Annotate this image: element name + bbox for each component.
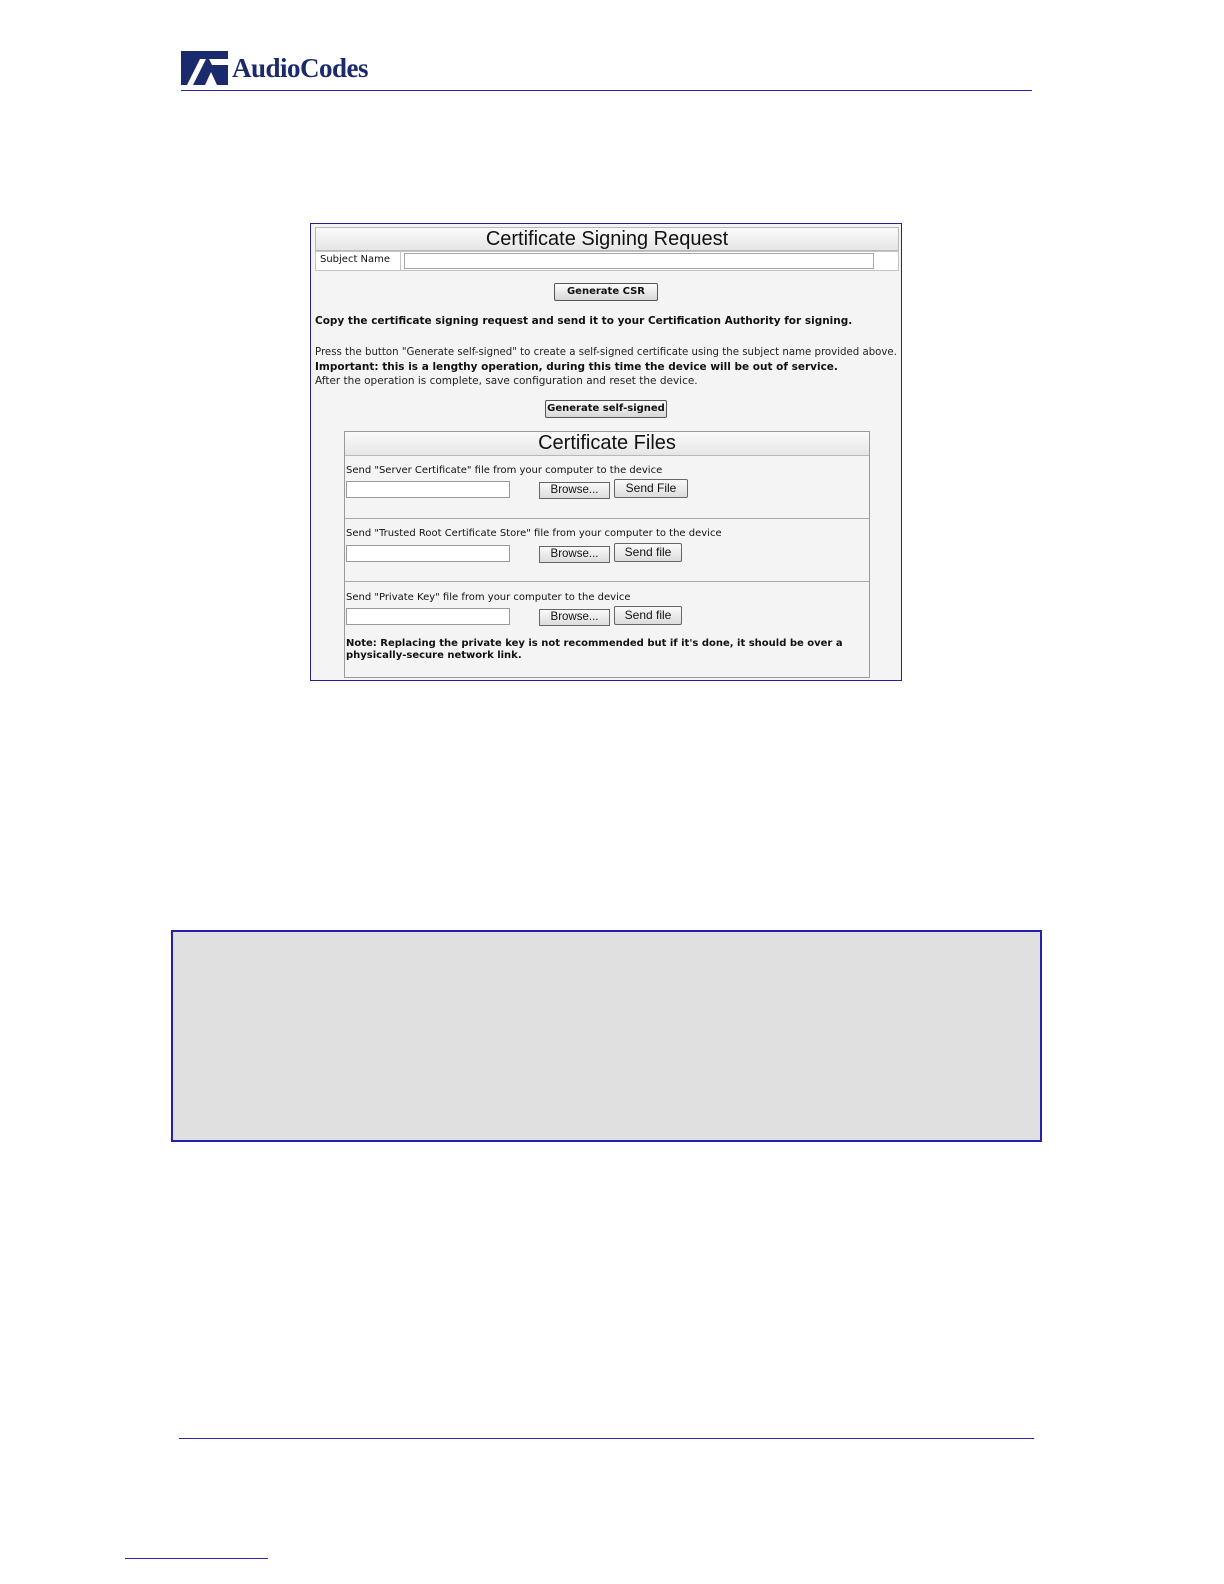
- note-box: [171, 930, 1042, 1142]
- certificate-files-panel: [344, 431, 870, 678]
- logo-text: AudioCodes: [232, 52, 369, 83]
- subject-name-label: Subject Name: [320, 254, 391, 265]
- subject-name-input[interactable]: [404, 253, 874, 269]
- csr-title: Certificate Signing Request: [315, 227, 899, 251]
- subject-name-row: [315, 251, 899, 271]
- certificate-screenshot: [310, 223, 902, 681]
- trusted-root-label: Send "Trusted Root Certificate Store" file from your computer to the device: [346, 528, 722, 539]
- server-certificate-browse-button[interactable]: Browse...: [539, 482, 610, 499]
- generate-csr-button[interactable]: Generate CSR: [554, 283, 658, 301]
- audiocodes-logo: [181, 50, 368, 86]
- after-operation-text: After the operation is complete, save configuration and reset the device.: [315, 375, 698, 387]
- generate-self-signed-button[interactable]: Generate self-signed: [545, 400, 667, 418]
- trusted-root-file-input[interactable]: [346, 545, 510, 562]
- audiocodes-logo-icon: [181, 51, 228, 85]
- private-key-note: Note: Replacing the private key is not recommended but if it's done, it should be over a physically-secure network link.: [346, 638, 843, 661]
- private-key-browse-button[interactable]: Browse...: [539, 609, 610, 626]
- footnote-divider: [125, 1558, 268, 1559]
- server-certificate-file-input[interactable]: [346, 481, 510, 498]
- server-certificate-send-button[interactable]: Send File: [614, 479, 688, 498]
- header-divider: [181, 90, 1032, 91]
- private-key-file-input[interactable]: [346, 608, 510, 625]
- self-signed-instruction-text: Press the button "Generate self-signed" to create a self-signed certificate using the subject name provided above.: [315, 347, 897, 358]
- private-key-label: Send "Private Key" file from your computer to the device: [346, 592, 631, 603]
- subject-row-divider: [400, 252, 401, 270]
- trusted-root-send-button[interactable]: Send file: [614, 543, 682, 562]
- private-key-send-button[interactable]: Send file: [614, 606, 682, 625]
- certificate-files-title: Certificate Files: [345, 432, 869, 456]
- trusted-root-browse-button[interactable]: Browse...: [539, 546, 610, 563]
- copy-instruction-text: Copy the certificate signing request and send it to your Certification Authority for signing.: [315, 315, 853, 327]
- trusted-root-section: [345, 519, 869, 582]
- important-warning-text: Important: this is a lengthy operation, during this time the device will be out of service.: [315, 361, 838, 373]
- server-certificate-section: [345, 455, 869, 519]
- footer-divider: [179, 1438, 1034, 1439]
- server-certificate-label: Send "Server Certificate" file from your computer to the device: [346, 465, 663, 476]
